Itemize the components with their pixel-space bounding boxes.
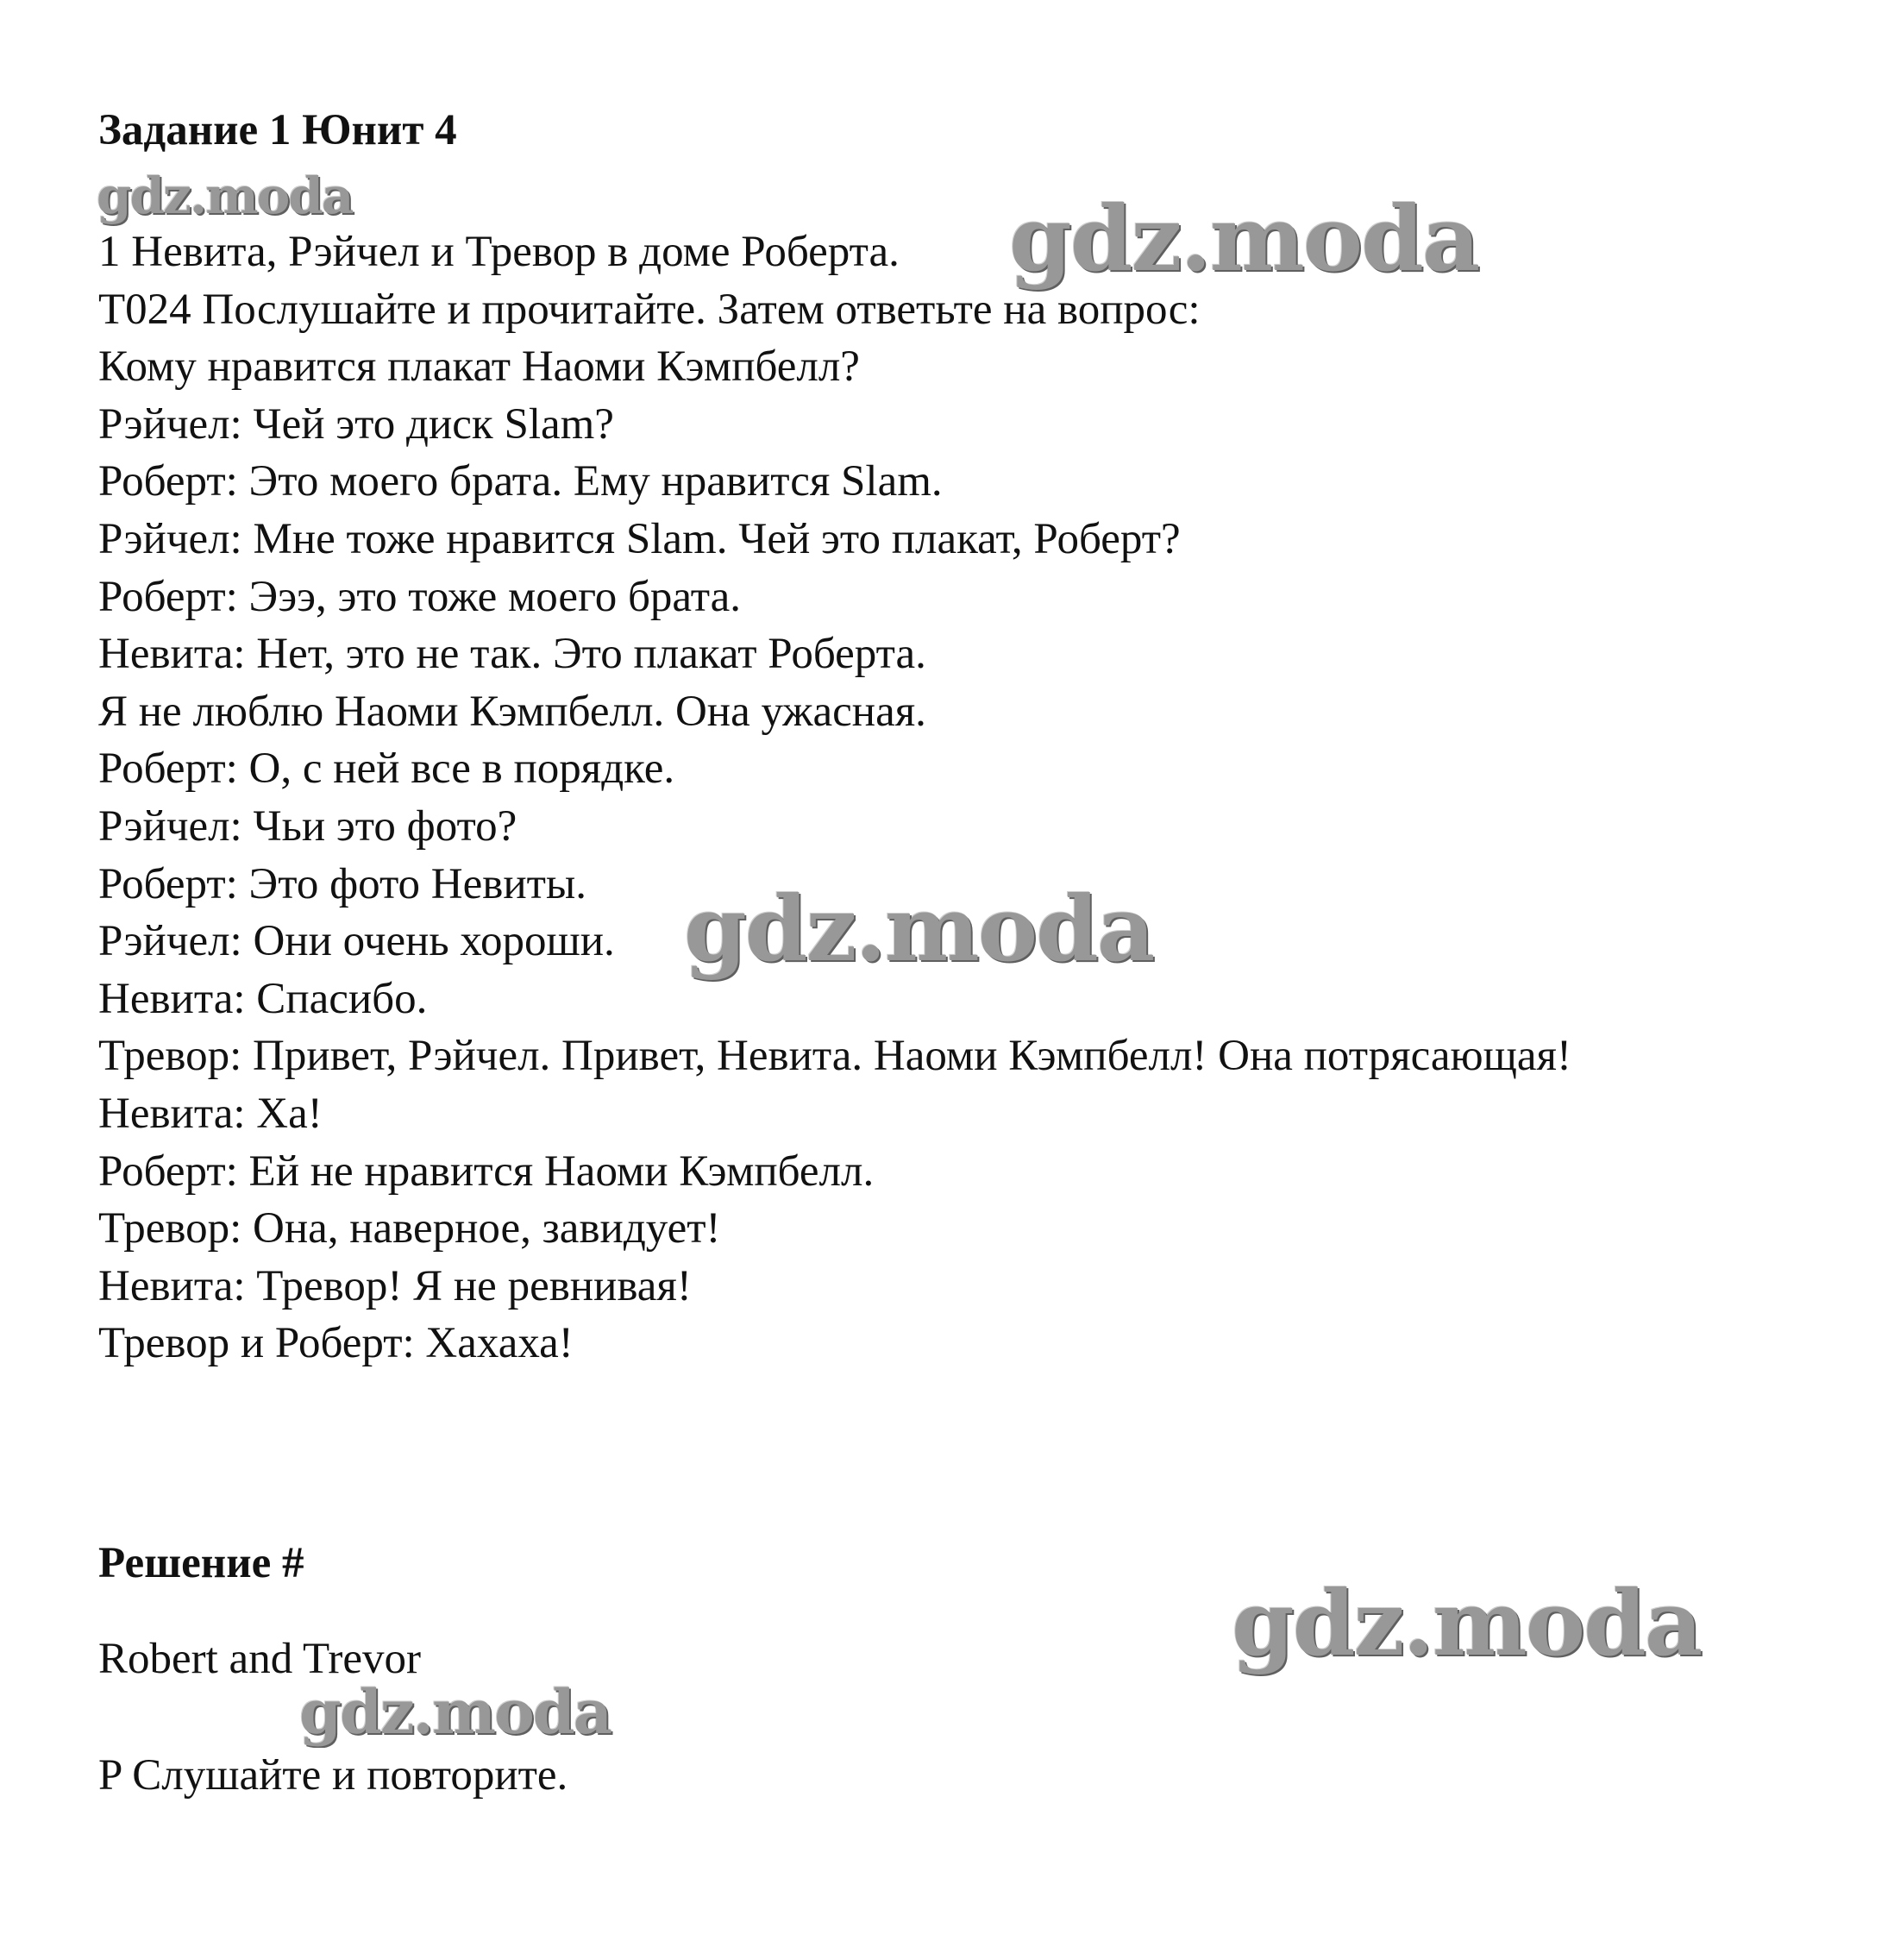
next-task-line: P Слушайте и повторите. [98,1751,568,1800]
dialogue-text [98,223,1772,1373]
dialogue-line: Тревор: Она, наверное, завидует! [98,1204,721,1253]
dialogue-line: Невита: Нет, это не так. Это плакат Роберта. [98,630,926,679]
watermark: gdz.moda [1009,185,1479,292]
watermark: gdz.moda [299,1676,611,1748]
dialogue-line: Невита: Тревор! Я не ревнивая! [98,1261,692,1310]
dialogue-line: 1 Невита, Рэйчел и Тревор в доме Роберта. [98,228,900,276]
dialogue-line: Роберт: О, с ней все в порядке. [98,744,675,794]
dialogue-line: Роберт: Это моего брата. Ему нравится Slam. [98,457,943,506]
dialogue-line: Рэйчел: Они очень хороши. [98,917,615,966]
dialogue-line: Роберт: Эээ, это тоже моего брата. [98,572,742,621]
dialogue-line: Тревор и Роберт: Хахаха! [98,1319,574,1368]
watermark: gdz.moda [684,876,1154,982]
solution-answer: Robert and Trevor [98,1635,421,1683]
dialogue-line: T024 Послушайте и прочитайте. Затем ответьте на вопрос: [98,285,1201,334]
dialogue-line: Тревор: Привет, Рэйчел. Привет, Невита. Наоми Кэмпбелл! Она потрясающая! [98,1032,1571,1081]
task-heading: Задание 1 Юнит 4 [98,106,457,154]
dialogue-line: Рэйчел: Мне тоже нравится Slam. Чей это плакат, Роберт? [98,514,1181,563]
dialogue-line: Рэйчел: Чьи это фото? [98,801,517,851]
watermark: gdz.moda [97,166,353,225]
dialogue-line: Роберт: Ей не нравится Наоми Кэмпбелл. [98,1146,875,1196]
dialogue-line: Кому нравится плакат Наоми Кэмпбелл? [98,342,860,392]
dialogue-line: Рэйчел: Чей это диск Slam? [98,399,614,449]
dialogue-line: Невита: Ха! [98,1089,323,1138]
dialogue-line: Роберт: Это фото Невиты. [98,859,586,908]
watermark: gdz.moda [1232,1570,1702,1676]
dialogue-line: Невита: Спасибо. [98,974,428,1023]
solution-title: Решение # [98,1539,304,1587]
dialogue-line: Я не люблю Наоми Кэмпбелл. Она ужасная. [98,687,926,736]
